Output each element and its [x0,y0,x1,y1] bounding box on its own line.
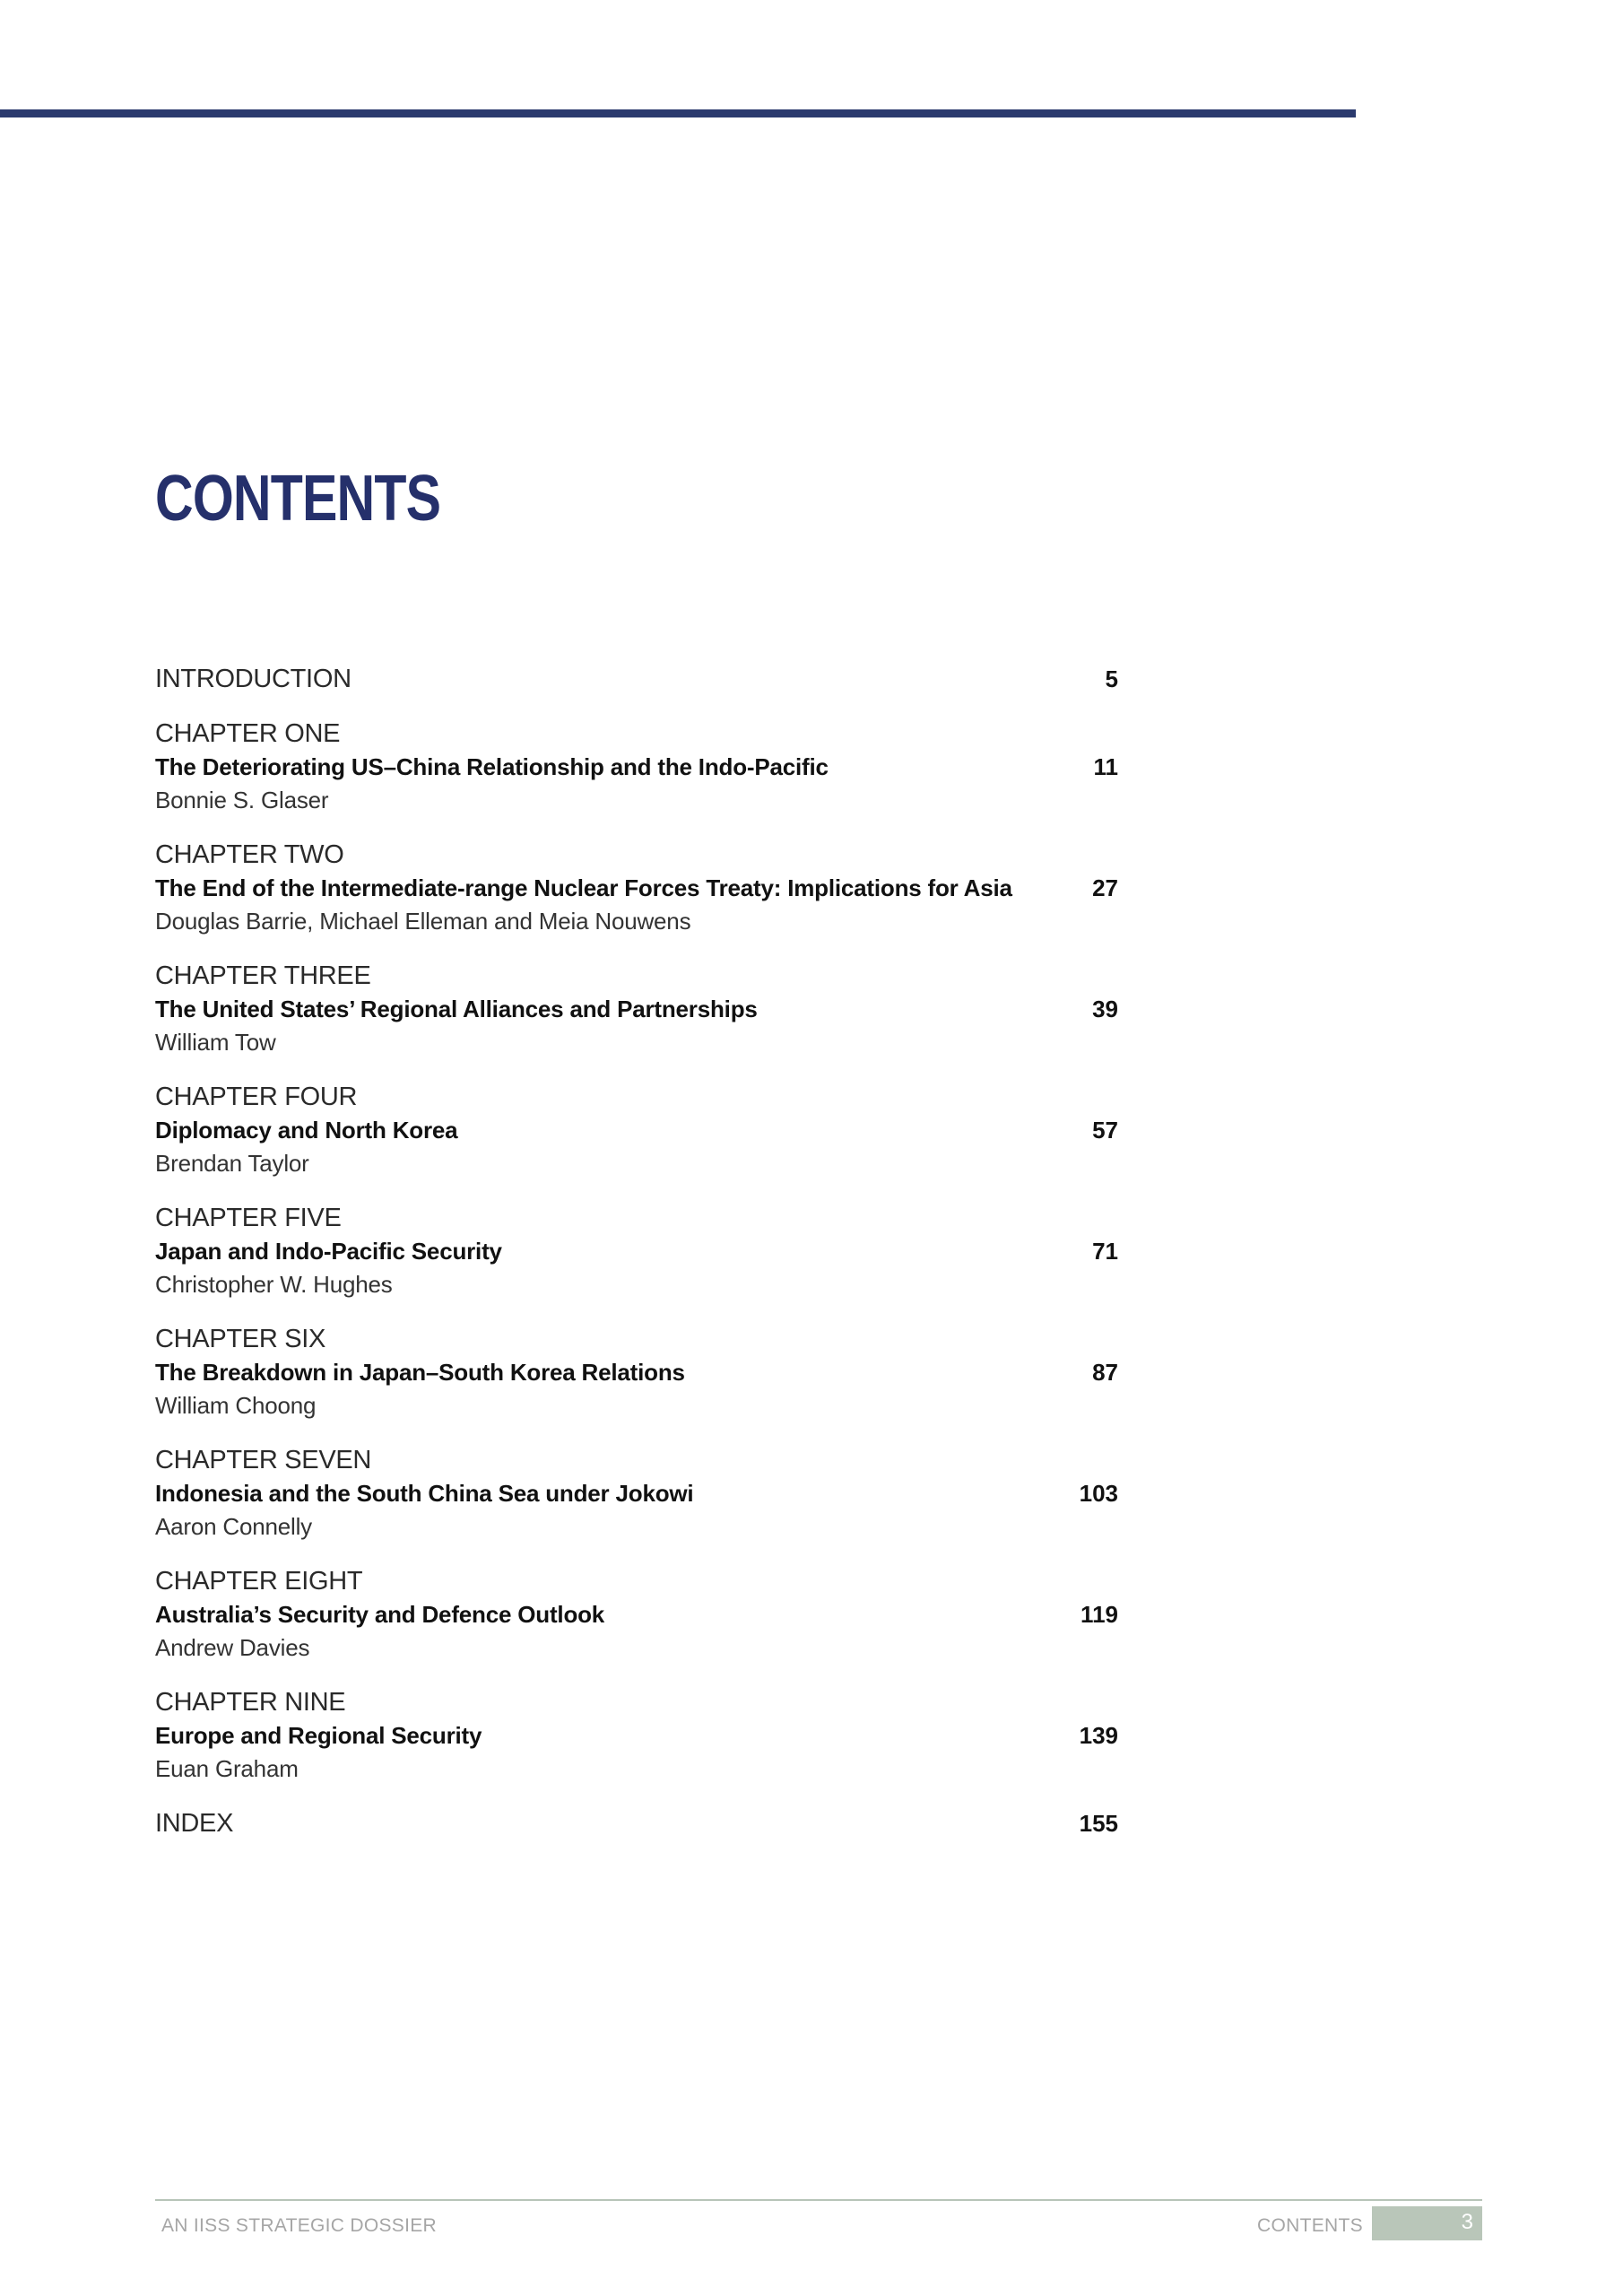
chapter-heading: CHAPTER NINE [155,1688,346,1717]
chapter-title: Australia’s Security and Defence Outlook [155,1601,605,1628]
chapter-author: Douglas Barrie, Michael Elleman and Meia Nouwens [155,908,691,935]
toc-entry-chapter-one[interactable] [155,717,1118,817]
toc-page-number: 5 [1105,665,1118,692]
chapter-title: Europe and Regional Security [155,1722,482,1749]
toc-page-number: 103 [1079,1480,1118,1507]
chapter-title: The Deteriorating US–China Relationship and the Indo-Pacific [155,753,829,780]
toc-heading: INDEX [155,1809,234,1838]
toc-page-number: 87 [1092,1359,1118,1386]
toc-entry-chapter-six[interactable] [155,1322,1118,1422]
chapter-title: The United States’ Regional Alliances and Partnerships [155,996,758,1022]
toc-entry-introduction[interactable] [155,662,1118,696]
toc-page-number: 39 [1092,996,1118,1022]
chapter-author: Christopher W. Hughes [155,1271,393,1298]
page-title: CONTENTS [155,463,441,535]
chapter-heading: CHAPTER FOUR [155,1083,358,1111]
toc-entry-index[interactable] [155,1806,1118,1840]
toc-entry-chapter-four[interactable] [155,1080,1118,1180]
chapter-heading: CHAPTER FIVE [155,1204,342,1232]
header-rule [0,109,1356,117]
chapter-heading: CHAPTER TWO [155,840,344,869]
footer-publication-label: AN IISS STRATEGIC DOSSIER [161,2215,437,2236]
toc-entry-chapter-five[interactable] [155,1201,1118,1301]
toc-page-number: 139 [1079,1722,1118,1749]
chapter-author: Andrew Davies [155,1634,310,1661]
chapter-heading: CHAPTER SIX [155,1325,326,1353]
chapter-author: William Choong [155,1392,317,1419]
page-number-box [1372,2206,1482,2240]
toc-entry-chapter-seven[interactable] [155,1443,1118,1544]
toc-page-number: 155 [1079,1810,1118,1837]
chapter-heading: CHAPTER SEVEN [155,1446,372,1474]
chapter-title: Diplomacy and North Korea [155,1117,458,1144]
chapter-heading: CHAPTER EIGHT [155,1567,363,1596]
chapter-author: Euan Graham [155,1755,299,1782]
toc-page-number: 57 [1092,1117,1118,1144]
toc-entry-chapter-eight[interactable] [155,1564,1118,1665]
toc-entry-chapter-three[interactable] [155,959,1118,1059]
chapter-title: The End of the Intermediate-range Nuclear Forces Treaty: Implications for Asia [155,874,1012,901]
toc-entry-chapter-two[interactable] [155,838,1118,938]
chapter-title: Japan and Indo-Pacific Security [155,1238,502,1265]
chapter-author: Aaron Connelly [155,1513,312,1540]
toc-heading: INTRODUCTION [155,665,352,693]
toc-page-number: 11 [1093,753,1118,780]
footer-rule [155,2199,1482,2201]
toc-page-number: 71 [1092,1238,1118,1265]
toc-entry-chapter-nine[interactable] [155,1685,1118,1786]
page-number: 3 [1461,2210,1473,2234]
footer-section-label: CONTENTS [1257,2215,1363,2236]
chapter-author: Bonnie S. Glaser [155,787,329,813]
chapter-title: The Breakdown in Japan–South Korea Relations [155,1359,685,1386]
table-of-contents [155,662,1118,1861]
chapter-heading: CHAPTER ONE [155,719,341,748]
chapter-title: Indonesia and the South China Sea under Jokowi [155,1480,694,1507]
toc-page-number: 27 [1092,874,1118,901]
chapter-author: Brendan Taylor [155,1150,309,1177]
chapter-author: William Tow [155,1029,276,1056]
toc-page-number: 119 [1081,1601,1118,1628]
chapter-heading: CHAPTER THREE [155,961,371,990]
